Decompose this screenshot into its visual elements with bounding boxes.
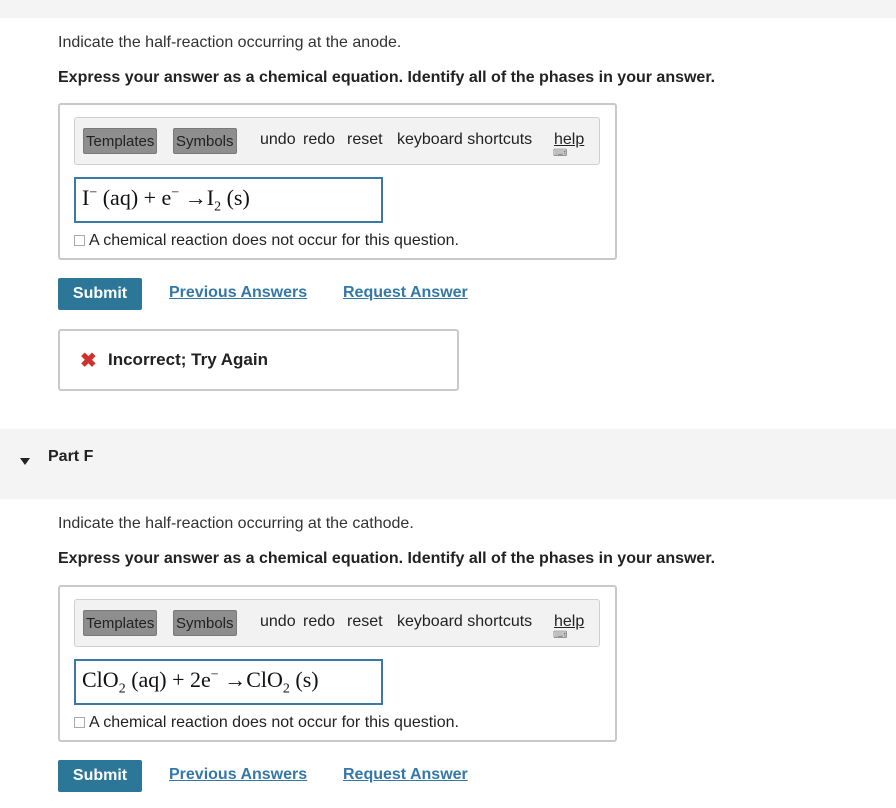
eq-subscript: 2 (118, 681, 126, 697)
redo-button[interactable]: redo (303, 131, 336, 148)
caret-down-icon[interactable] (20, 458, 30, 465)
part-f-toolbar (74, 599, 600, 647)
eq-charge: − (171, 185, 180, 201)
no-reaction-option[interactable] (74, 714, 459, 732)
feedback-box (58, 329, 459, 391)
eq-term: (s) (221, 185, 250, 210)
eq-charge: − (210, 667, 219, 683)
symbols-button[interactable]: Symbols (173, 128, 237, 154)
undo-button[interactable]: undo (260, 613, 296, 630)
no-reaction-label: A chemical reaction does not occur for this question. (89, 232, 459, 249)
undo-button[interactable]: undo (260, 131, 296, 148)
no-reaction-label: A chemical reaction does not occur for this question. (89, 714, 459, 731)
eq-term: I (82, 185, 90, 210)
eq-term: →ClO (218, 667, 283, 692)
keyboard-icon: ⌨ (553, 148, 568, 159)
part-e-toolbar (74, 117, 600, 165)
feedback-text: Incorrect; Try Again (108, 350, 268, 369)
keyboard-shortcuts-button[interactable]: keyboard shortcuts (397, 613, 533, 630)
no-reaction-checkbox[interactable] (74, 235, 85, 246)
part-f-request-answer-link[interactable]: Request Answer (343, 766, 468, 783)
part-f-equation-field[interactable] (74, 659, 383, 705)
eq-term: →I (179, 185, 215, 210)
no-reaction-option[interactable] (74, 232, 459, 250)
reset-button[interactable]: reset (347, 613, 383, 630)
part-f-prompt: Indicate the half-reaction occurring at the cathode. (58, 515, 414, 532)
reset-button[interactable]: reset (347, 131, 383, 148)
help-button[interactable]: help (554, 131, 585, 148)
symbols-button[interactable]: Symbols (173, 610, 237, 636)
eq-subscript: 2 (214, 199, 222, 215)
part-f-header[interactable] (0, 429, 896, 499)
eq-term: (aq) + 2e (125, 667, 211, 692)
part-e-answer-box (58, 103, 617, 260)
keyboard-shortcuts-button[interactable]: keyboard shortcuts (397, 131, 533, 148)
incorrect-x-icon: ✖ (80, 350, 97, 372)
keyboard-icon: ⌨ (553, 630, 568, 641)
eq-subscript: 2 (282, 681, 290, 697)
eq-term: ClO (82, 667, 119, 692)
part-f-previous-answers-link[interactable]: Previous Answers (169, 766, 308, 783)
part-f-answer-box (58, 585, 617, 742)
templates-button[interactable]: Templates (83, 610, 157, 636)
eq-term: (s) (289, 667, 319, 692)
part-e-prompt: Indicate the half-reaction occurring at the anode. (58, 34, 402, 51)
templates-button[interactable]: Templates (83, 128, 157, 154)
part-e-equation-field[interactable] (74, 177, 383, 223)
part-f-submit-button[interactable]: Submit (58, 760, 142, 792)
redo-button[interactable]: redo (303, 613, 336, 630)
part-f-title: Part F (48, 448, 94, 465)
part-f-instruction: Express your answer as a chemical equation. Identify all of the phases in your answer. (58, 550, 716, 567)
part-e-request-answer-link[interactable]: Request Answer (343, 284, 468, 301)
no-reaction-checkbox[interactable] (74, 717, 85, 728)
part-e-previous-answers-link[interactable]: Previous Answers (169, 284, 308, 301)
eq-charge: − (89, 185, 98, 201)
help-button[interactable]: help (554, 613, 585, 630)
part-e-instruction: Express your answer as a chemical equation. Identify all of the phases in your answer. (58, 69, 716, 86)
eq-term: (aq) + e (97, 185, 172, 210)
part-e-submit-button[interactable]: Submit (58, 278, 142, 310)
top-band (0, 0, 896, 18)
